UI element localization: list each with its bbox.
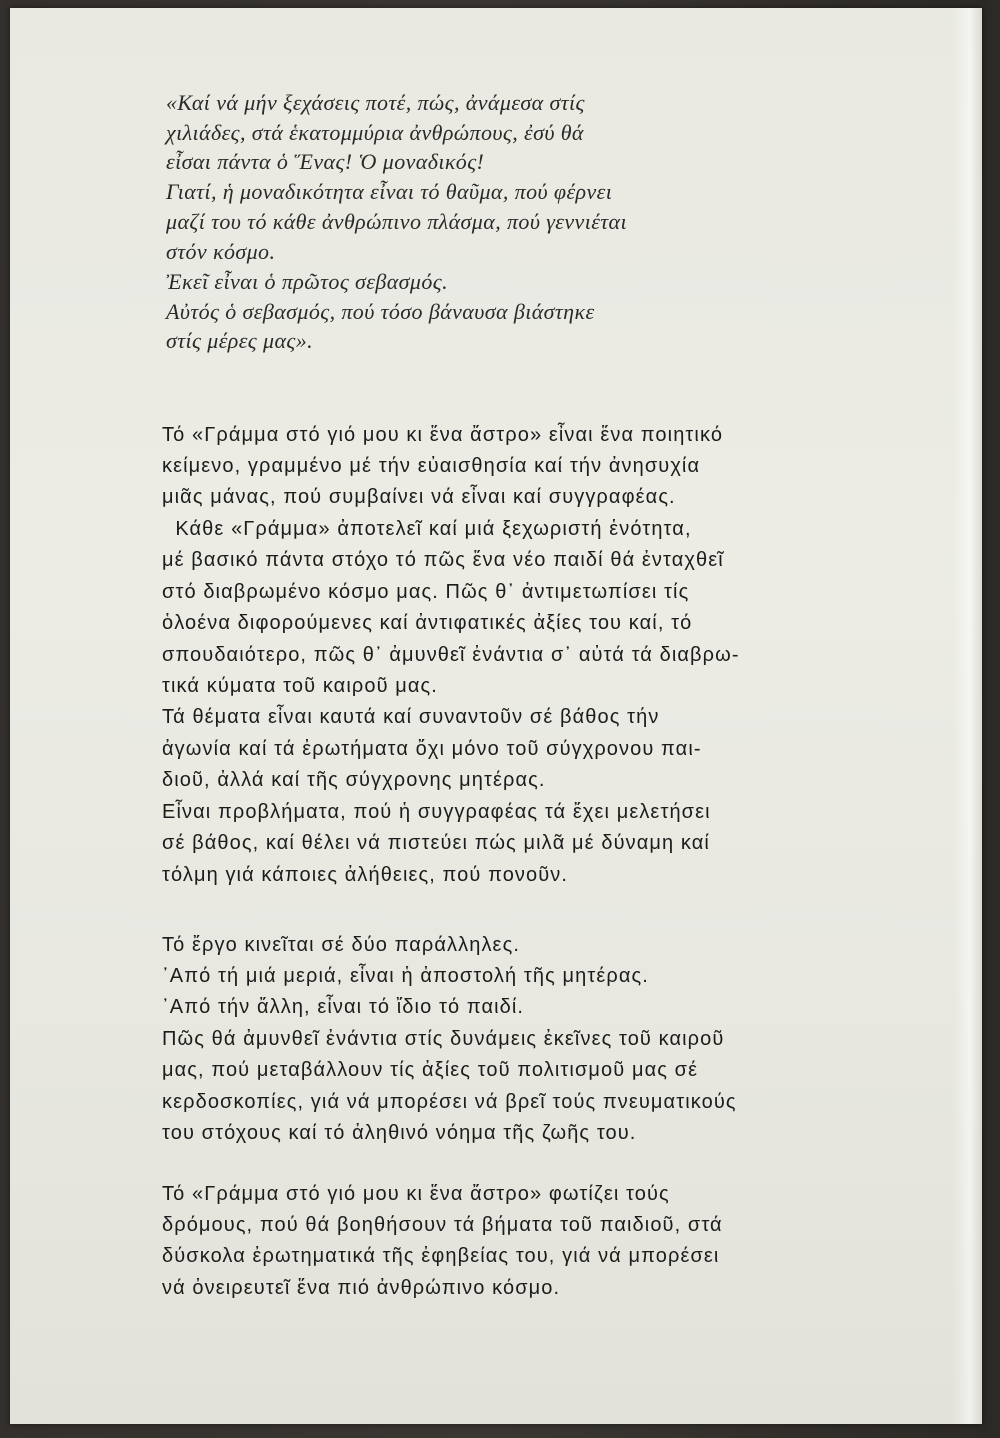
quote-line: Αὐτός ὁ σεβασμός, πού τόσο βάναυσα βιάστηκε [166,299,595,324]
text-line: δρόμους, πού θά βοηθήσουν τά βήματα τοῦ παιδιοῦ, στά [162,1214,723,1236]
text-line: μέ βασικό πάντα στόχο τό πῶς ἕνα νέο παιδί θά ἐνταχθεῖ [162,549,724,571]
text-line: Πῶς θά ἀμυνθεῖ ἐνάντια στίς δυνάμεις ἐκεῖνες τοῦ καιροῦ [162,1028,725,1050]
text-line: τικά κύματα τοῦ καιροῦ μας. [162,675,438,697]
text-line: του στόχους καί τό ἀληθινό νόημα τῆς ζωῆς του. [162,1122,637,1144]
quote-line: Γιατί, ἡ μοναδικότητα εἶναι τό θαῦμα, πού φέρνει [166,179,613,204]
text-line: ᾽Από τήν ἄλλη, εἶναι τό ἴδιο τό παιδί. [162,996,525,1018]
book-back-cover [10,8,982,1424]
text-line: Κάθε «Γράμμα» ἀποτελεῖ καί μιά ξεχωριστή ἑνότητα, [162,518,692,540]
text-line: Τό «Γράμμα στό γιό μου κι ἕνα ἄστρο» εἶναι ἕνα ποιητικό [162,424,724,446]
quote-line: χιλιάδες, στά ἑκατομμύρια ἀνθρώπους, ἐσύ θά [166,120,584,145]
text-line: μιᾶς μάνας, πού συμβαίνει νά εἶναι καί συγγραφέας. [162,486,676,508]
quote-line: μαζί του τό κάθε ἀνθρώπινο πλάσμα, πού γεννιέται [166,209,628,234]
text-line: μας, πού μεταβάλλουν τίς ἀξίες τοῦ πολιτισμοῦ μας σέ [162,1059,699,1081]
quote-line: εἶσαι πάντα ὁ Ἕνας! Ὁ μοναδικός! [166,149,485,174]
text-line: τόλμη γιά κάποιες ἀλήθειες, πού πονοῦν. [162,864,569,886]
text-line: κερδοσκοπίες, γιά νά μπορέσει νά βρεῖ τούς πνευματικούς [162,1091,737,1113]
text-line: ᾽Από τή μιά μεριά, εἶναι ἡ ἀποστολή τῆς μητέρας. [162,965,649,987]
text-line: Εἶναι προβλήματα, πού ἡ συγγραφέας τά ἔχει μελετήσει [162,801,711,823]
text-line: νά ὀνειρευτεῖ ἕνα πιό ἀνθρώπινο κόσμο. [162,1277,561,1299]
quote-line: «Καί νά μήν ξεχάσεις ποτέ, πώς, ἀνάμεσα στίς [166,90,585,115]
quote-line: Ἐκεῖ εἶναι ὁ πρῶτος σεβασμός. [166,269,448,294]
text-line: διοῦ, ἀλλά καί τῆς σύγχρονης μητέρας. [162,769,546,791]
quote-line: στίς μέρες μας». [166,328,314,353]
quote-line: στόν κόσμο. [166,239,276,264]
text-line: σπουδαιότερο, πῶς θ᾽ ἀμυνθεῖ ἐνάντια σ᾽ αὐτά τά διαβρω- [162,644,740,666]
text-line: σέ βάθος, καί θέλει νά πιστεύει πώς μιλᾶ μέ δύναμη καί [162,832,710,854]
text-line: Τό «Γράμμα στό γιό μου κι ἕνα ἄστρο» φωτίζει τούς [162,1183,670,1205]
text-line: κείμενο, γραμμένο μέ τήν εὐαισθησία καί τήν ἀνησυχία [162,455,701,477]
text-line: στό διαβρωμένο κόσμο μας. Πῶς θ᾽ ἀντιμετωπίσει τίς [162,581,690,603]
text-line: ὁλοένα διφορούμενες καί ἀντιφατικές ἀξίες του καί, τό [162,612,693,634]
text-line: ἀγωνία καί τά ἐρωτήματα ὄχι μόνο τοῦ σύγχρονου παι- [162,738,702,760]
text-line: δύσκολα ἐρωτηματικά τῆς ἐφηβείας του, γιά νά μπορέσει [162,1245,720,1267]
text-line: Τά θέματα εἶναι καυτά καί συναντοῦν σέ βάθος τήν [162,706,660,728]
text-line: Τό ἔργο κινεῖται σέ δύο παράλληλες. [162,934,520,956]
